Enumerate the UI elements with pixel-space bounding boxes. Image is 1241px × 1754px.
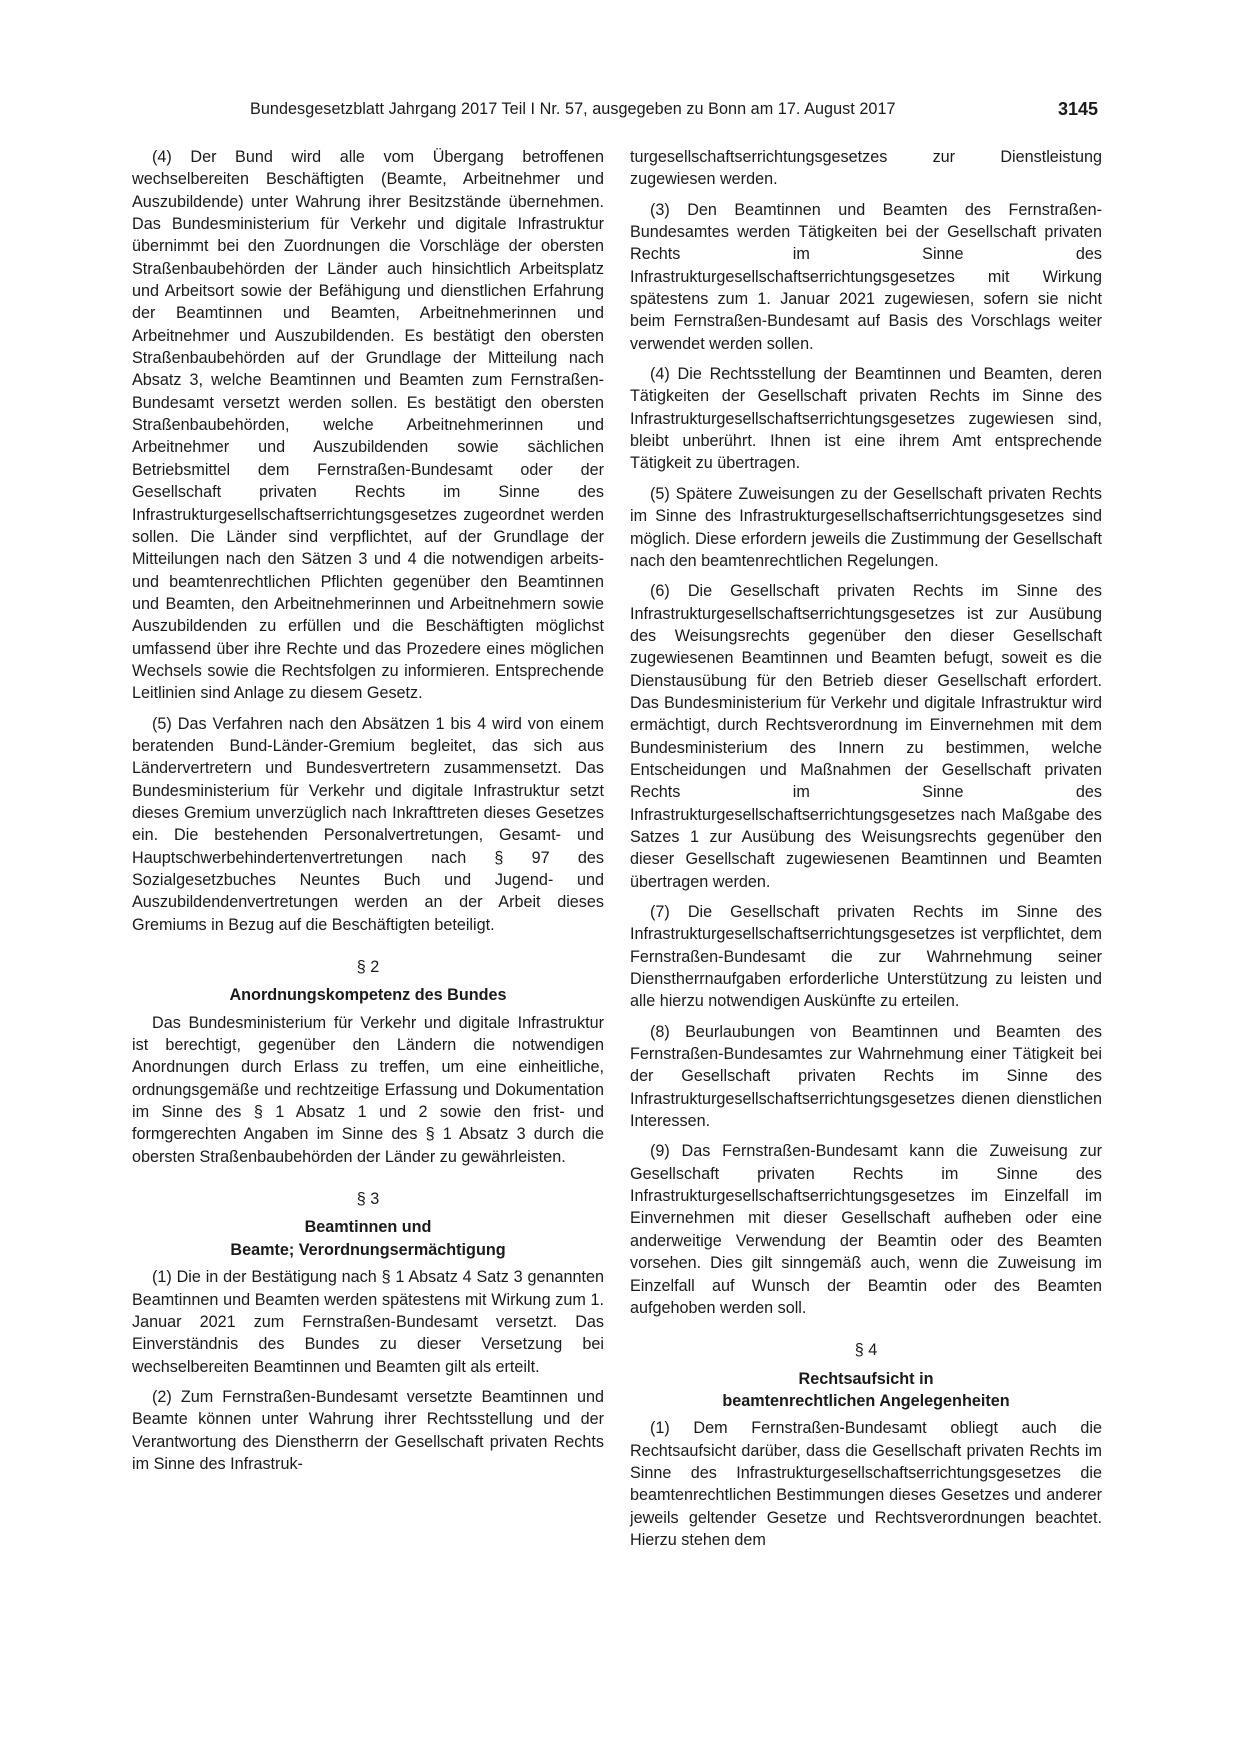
left-column	[132, 146, 604, 1483]
paragraph-3-9: (9) Das Fernstraßen-Bundesamt kann die Zuweisung zur Gesellschaft privaten Rechts im Sinne des Infrastrukturgesellschaftserrichtungsgesetzes im Einzelfall im Einvernehmen mit dieser Gesellschaft aufheben oder eine anderweitige Verwendung der Beamtin oder des Beamten vorsehen. Dies gilt sinngemäß auch, wenn die Zuweisung im Einzelfall auf Wunsch der Beamtin oder des Beamten aufgehoben werden soll.	[630, 1142, 1102, 1317]
paragraph-1-4: (4) Der Bund wird alle vom Übergang betroffenen wechselbereiten Beschäftigten (Beamte, Arbeitnehmer und Auszubildende) unter Wahrung ihrer Besitzstände übernehmen. Das Bundesministerium für Verkehr und digitale Infrastruktur übernimmt bei den Zuordnungen die Vorschläge der obersten Straßenbaubehörden der Länder auch hinsichtlich Arbeitsplatz und Arbeitsort sowie der Befähigung und dienstlichen Erfahrung der Beamtinnen und Beamten, Arbeitnehmerinnen und Arbeitnehmer und Auszubildenden. Es bestätigt den obersten Straßenbaubehörden auf der Grundlage der Mitteilung nach Absatz 3, welche Beamtinnen und Beamten zum Fernstraßen-Bundesamt versetzt werden sollen. Es bestätigt den obersten Straßenbaubehörden, welche Arbeitnehmerinnen und Arbeitnehmer und Auszubildenden sowie sächlichen Betriebsmittel dem Fernstraßen-Bundesamt oder der Gesellschaft privaten Rechts im Sinne des Infrastrukturgesellschaftserrichtungsgesetzes zugeordnet werden sollen. Die Länder sind verpflichtet, auf der Grundlage der Mitteilungen nach den Sätzen 3 und 4 die notwendigen arbeits- und beamtenrechtlichen Pflichten gegenüber den Beamtinnen und Beamten, den Arbeitnehmerinnen und Arbeitnehmern sowie Auszubildenden zu erfüllen und die Beschäftigten möglichst umfassend über ihre Rechte und das Prozedere eines möglichen Wechsels sowie die Rechtsfolgen zu informieren. Entsprechende Leitlinien sind Anlage zu diesem Gesetz.	[132, 148, 604, 703]
paragraph-1-5: (5) Das Verfahren nach den Absätzen 1 bis 4 wird von einem beratenden Bund-Länder-Gremium begleitet, das sich aus Ländervertretern und Bundesvertretern zusammensetzt. Das Bundesministerium für Verkehr und digitale Infrastruktur setzt dieses Gremium unverzüglich nach Inkrafttreten dieses Gesetzes ein. Die bestehenden Personalvertretungen, Gesamt- und Hauptschwerbehindertenvertretungen nach § 97 des Sozialgesetzbuches Neuntes Buch und Jugend- und Auszubildendenvertretungen werden an der Arbeit dieses Gremiums in Bezug auf die Beschäftigten beteiligt.	[132, 714, 604, 934]
paragraph-3-3: (3) Den Beamtinnen und Beamten des Fernstraßen-Bundesamtes werden Tätigkeiten bei der Gesellschaft privaten Rechts im Sinne des Infrastrukturgesellschaftserrichtungsgesetzes mit Wirkung spätestens zum 1. Januar 2021 zugewiesen, sofern sie nicht beim Fernstraßen-Bundesamt auf Basis des Vorschlags weiter verwendet werden sollen.	[630, 200, 1102, 353]
paragraph-3-6: (6) Die Gesellschaft privaten Rechts im Sinne des Infrastrukturgesellschaftserrichtungsgesetzes ist zur Ausübung des Weisungsrechts gegenüber den dieser Gesellschaft zugewiesenen Beamtinnen und Beamten befugt, soweit es die Dienstausübung für den Betrieb dieser Gesellschaft erfordert. Das Bundesministerium für Verkehr und digitale Infrastruktur wird ermächtigt, durch Rechtsverordnung im Einvernehmen mit dem Bundesministerium des Innern zu bestimmen, welche Entscheidungen und Maßnahmen der Gesellschaft privaten Rechts im Sinne des Infrastrukturgesellschaftserrichtungsgesetzes nach Maßgabe des Satzes 1 zur Ausübung des Weisungsrechts gegenüber den dieser Gesellschaft zugewiesenen Beamtinnen und Beamten übertragen werden.	[630, 582, 1102, 891]
gazette-title: Bundesgesetzblatt Jahrgang 2017 Teil I Nr. 57, ausgegeben zu Bonn am 17. August 2017	[250, 100, 896, 118]
section-3-title-line-2: Beamte; Verordnungsermächtigung	[230, 1240, 506, 1259]
section-4-title	[630, 1368, 1102, 1413]
section-2-title: Anordnungskompetenz des Bundes	[229, 986, 507, 1005]
paragraph-3-4: (4) Die Rechtsstellung der Beamtinnen und Beamten, deren Tätigkeiten der Gesellschaft privaten Rechts im Sinne des Infrastrukturgesellschaftserrichtungsgesetzes zugewiesen sind, bleibt unberührt. Ihnen ist eine ihrem Amt entsprechende Tätigkeit zu übertragen.	[630, 365, 1102, 473]
section-3-title	[132, 1216, 604, 1261]
right-column	[630, 146, 1102, 1559]
paragraph-3-1: (1) Die in der Bestätigung nach § 1 Absatz 4 Satz 3 genannten Beamtinnen und Beamten werden spätestens mit Wirkung zum 1. Januar 2021 zum Fernstraßen-Bundesamt versetzt. Das Einverständnis des Bundes zu dieser Versetzung bei wechselbereiten Beamtinnen und Beamten gilt als erteilt.	[132, 1268, 604, 1376]
section-3-title-line-1: Beamtinnen und	[304, 1218, 432, 1237]
paragraph-4-1: (1) Dem Fernstraßen-Bundesamt obliegt auch die Rechtsaufsicht darüber, dass die Gesellschaft privaten Rechts im Sinne des Infrastrukturgesellschaftserrichtungsgesetzes die beamtenrechtlichen Bestimmungen dieses Gesetzes und anderer jeweils geltender Gesetze und Rechtsverordnungen beachtet. Hierzu stehen dem	[630, 1419, 1102, 1549]
section-4-title-line-2: beamtenrechtlichen Angelegenheiten	[722, 1391, 1010, 1410]
section-3-number: § 3	[356, 1190, 380, 1209]
section-4-title-line-1: Rechtsaufsicht in	[798, 1369, 934, 1388]
page-header	[130, 100, 1098, 126]
page-number: 3145	[1057, 99, 1098, 119]
section-2-text: Das Bundesministerium für Verkehr und digitale Infrastruktur ist berechtigt, gegenüber den Ländern die notwendigen Anordnungen durch Erlass zu treffen, um eine einheitliche, ordnungsgemäße und rechtzeitige Erfassung und Dokumentation im Sinne des § 1 Absatz 1 und 2 sowie den frist- und formgerechten Angaben im Sinne des § 1 Absatz 3 durch die obersten Straßenbaubehörden der Länder zu gewährleisten.	[132, 1013, 604, 1166]
paragraph-3-2-continued: turgesellschaftserrichtungsgesetzes zur Dienstleistung zugewiesen werden.	[630, 148, 1102, 189]
paragraph-3-8: (8) Beurlaubungen von Beamtinnen und Beamten des Fernstraßen-Bundesamtes zur Wahrnehmung einer Tätigkeit bei der Gesellschaft privaten Rechts im Sinne des Infrastrukturgesellschaftserrichtungsgesetzes dienen dienstlichen Interessen.	[630, 1022, 1102, 1131]
paragraph-3-5: (5) Spätere Zuweisungen zu der Gesellschaft privaten Rechts im Sinne des Infrastrukturgesellschaftserrichtungsgesetzes sind möglich. Diese erfordern jeweils die Zustimmung der Gesellschaft nach den beamtenrechtlichen Regelungen.	[630, 484, 1102, 570]
section-2-number: § 2	[356, 958, 380, 977]
section-4-number: § 4	[854, 1341, 878, 1360]
paragraph-3-7: (7) Die Gesellschaft privaten Rechts im Sinne des Infrastrukturgesellschaftserrichtungsgesetzes ist verpflichtet, dem Fernstraßen-Bundesamt die zur Wahrnehmung seiner Dienstherrnaufgaben erforderliche Unterstützung zu leisten und alle hierzu notwendigen Auskünfte zu erteilen.	[630, 903, 1102, 1011]
paragraph-3-2: (2) Zum Fernstraßen-Bundesamt versetzte Beamtinnen und Beamte können unter Wahrung ihrer Rechtsstellung und der Verantwortung des Dienstherrn der Gesellschaft privaten Rechts im Sinne des Infrastruk-	[132, 1387, 604, 1473]
